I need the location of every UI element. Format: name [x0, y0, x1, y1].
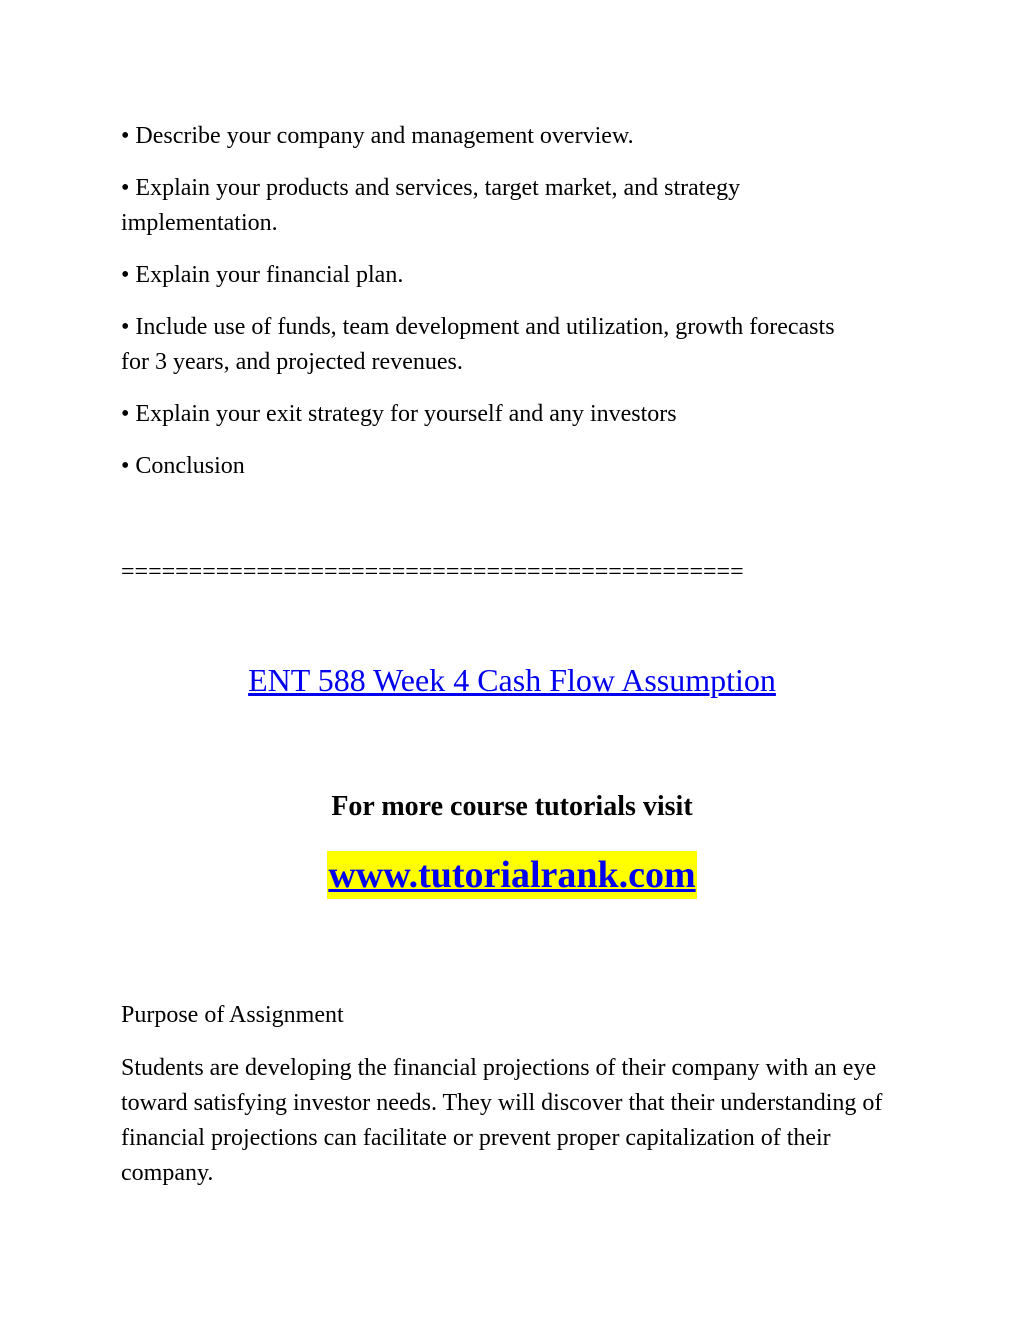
website-link[interactable]: www.tutorialrank.com — [327, 851, 696, 899]
bullet-item: • Explain your products and services, target market, and strategy implementation. — [121, 175, 741, 236]
section-divider: ============================================== — [121, 559, 744, 585]
bullet-item: • Include use of funds, team development and utilization, growth forecasts for 3 years, and projected revenues. — [121, 314, 835, 375]
bullet-list — [121, 119, 841, 501]
more-tutorials-heading: For more course tutorials visit — [331, 791, 693, 822]
bullet-item: • Explain your financial plan. — [121, 262, 404, 288]
site-link-wrapper — [0, 851, 1024, 899]
course-title-link[interactable]: ENT 588 Week 4 Cash Flow Assumption — [248, 662, 776, 698]
bullet-item: • Conclusion — [121, 453, 245, 479]
purpose-heading: Purpose of Assignment — [121, 1002, 344, 1028]
purpose-paragraph: Students are developing the financial projections of their company with an eye toward satisfying investor needs. They will discover that their understanding of financial projections can facilitate or prevent proper capitalization of their company. — [121, 1055, 883, 1186]
bullet-item: • Explain your exit strategy for yourself and any investors — [121, 401, 677, 427]
bullet-item: • Describe your company and management overview. — [121, 123, 634, 149]
